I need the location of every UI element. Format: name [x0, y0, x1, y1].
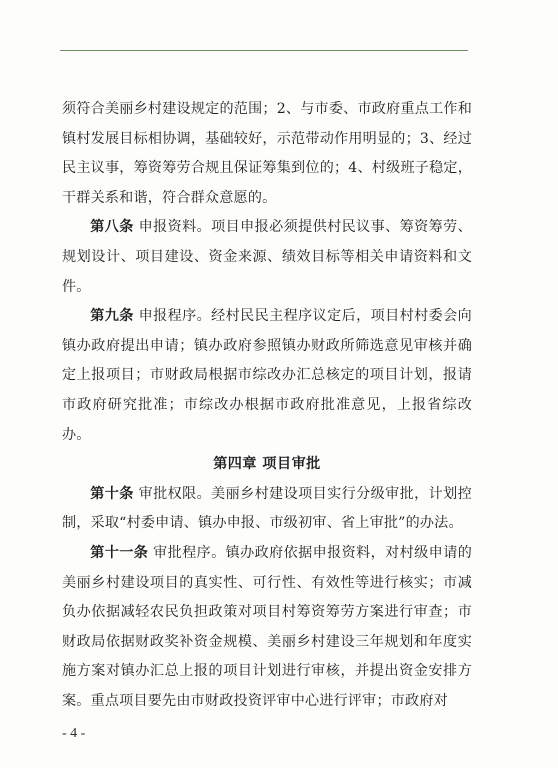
chapter-heading: 第四章 项目审批: [213, 456, 321, 473]
paragraph-text: 须符合美丽乡村建设规定的范围；2、与市委、市政府重点工作和镇村发展目标相协调，基础较好，示范带动作用明显的；3、经过民主议事，筹资筹劳合规且保证筹集到位的；4、村级班子稳定，干群关系和谐，符合群众意愿的。: [62, 101, 472, 206]
article-heading: 第八条: [90, 219, 134, 236]
article-11: [62, 539, 472, 717]
article-text: 申报程序。经村民民主程序议定后，项目村村委会向镇办政府提出申请；镇办政府参照镇办财政所筛选意见审核并确定上报项目；市财政局根据市综改办汇总核定的项目计划，报请市政府研究批准；市综改办根据市政府批准意见，上报省综改办。: [62, 308, 472, 443]
article-text: 审批权限。美丽乡村建设项目实行分级审批，计划控制，采取“村委申请、镇办申报、市级初审、省上审批”的办法。: [62, 485, 472, 532]
article-heading: 第九条: [90, 308, 134, 325]
article-text: 申报资料。项目申报必须提供村民议事、筹资筹劳、规划设计、项目建设、资金来源、绩效目标等相关申请资料和文件。: [62, 219, 472, 295]
paragraph-continuation: [62, 95, 472, 213]
article-text: 审批程序。镇办政府依据申报资料，对村级申请的美丽乡村建设项目的真实性、可行性、有效性等进行核实；市减负办依据减轻农民负担政策对项目村筹资筹劳方案进行审查；市财政局依据财政奖补资金规模、美丽乡村建设三年规划和年度实施方案对镇办汇总上报的项目计划进行审核，并提出资金安排方案。重点项目要先由市财政投资评审中心进行评审；市政府对: [62, 544, 472, 709]
document-body: [62, 95, 472, 716]
page-number: - 4 -: [62, 726, 86, 741]
article-heading: 第十一条: [90, 544, 149, 561]
article-10: [62, 480, 472, 539]
article-8: [62, 213, 472, 302]
article-heading: 第十条: [90, 485, 134, 502]
header-rule: [60, 50, 468, 51]
article-9: [62, 302, 472, 450]
